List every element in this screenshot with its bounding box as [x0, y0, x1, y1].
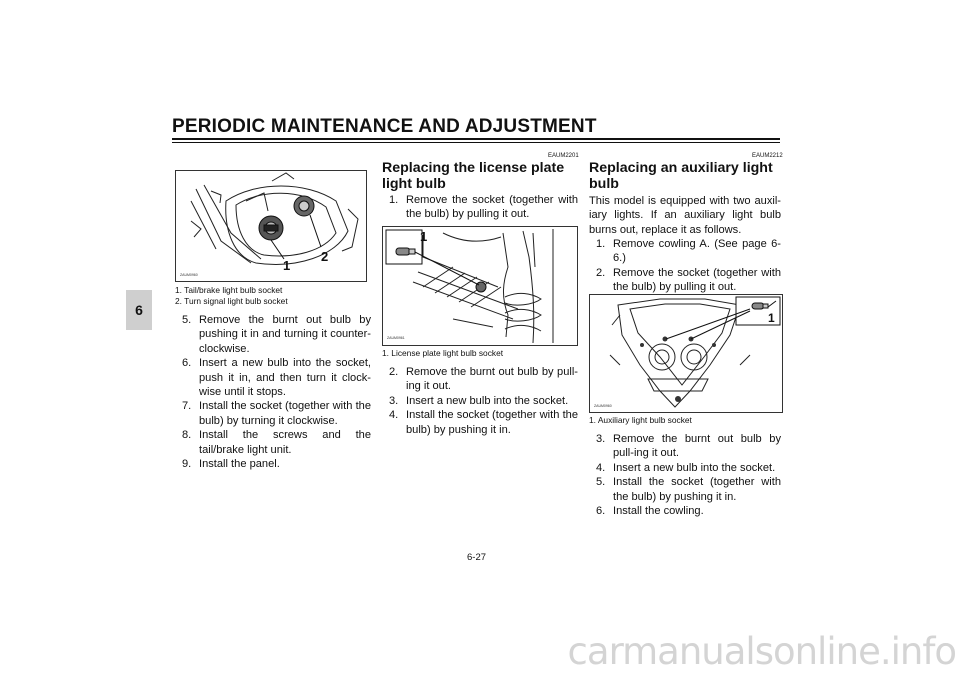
page-number: 6-27 [467, 552, 487, 563]
auxiliary-light-illustration [590, 295, 782, 412]
step-item: 4. Install the socket (together with the bulb) by pushing it in. [389, 409, 578, 436]
step-item: 5. Install the socket (together with the bulb) by pushing it in. [596, 476, 781, 503]
tail-light-figure [175, 170, 367, 282]
auxiliary-light-figure [589, 294, 783, 413]
step-item: 9. Install the panel. [182, 458, 280, 471]
header-rule [172, 138, 780, 143]
steps-list [382, 365, 578, 437]
figure-caption: 1. Auxiliary light bulb socket [589, 415, 692, 425]
steps-list [382, 193, 578, 222]
step-item: 1. Remove the socket (together with the bulb) by pulling it out. [389, 194, 578, 221]
step-item: 6. Install the cowling. [596, 505, 704, 518]
license-light-figure [382, 226, 578, 346]
steps-list [589, 237, 781, 295]
step-item: 7. Install the socket (together with the bulb) by turning it clockwise. [182, 400, 371, 427]
step-item: 1. Remove cowling A. (See page 6-6.) [596, 238, 781, 265]
callout-1: 1 [768, 311, 775, 325]
section-title: Replacing the license plate light bulb [382, 160, 565, 192]
figure-code: ZAUM0961 [387, 336, 405, 340]
callout-1: 1 [283, 258, 291, 273]
step-item: 3. Remove the burnt out bulb by pull-ing it out. [596, 433, 781, 460]
figure-code: ZAUM0960 [180, 273, 198, 277]
tail-light-illustration [176, 171, 366, 281]
figure-caption: 1. License plate light bulb socket [382, 348, 504, 358]
steps-list [589, 432, 781, 518]
figure-caption: 1. Tail/brake light bulb socket [175, 285, 283, 295]
section-code: EAUM2201 [548, 153, 579, 159]
steps-list [175, 313, 371, 471]
step-item: 6. Insert a new bulb into the socket, push it in, and then turn it clock-wise until it stops. [182, 357, 371, 399]
section-title: Replacing an auxiliary light bulb [589, 160, 773, 192]
step-item: 5. Remove the burnt out bulb by pushing it in and turning it counter-clockwise. [182, 314, 371, 355]
callout-2: 2 [321, 249, 329, 264]
section-code: EAUM2212 [752, 153, 783, 159]
step-item: 4. Insert a new bulb into the socket. [596, 461, 776, 474]
step-item: 2. Remove the socket (together with the bulb) by pulling it out. [596, 266, 781, 294]
step-item: 8. Install the screws and the tail/brake light unit. [182, 429, 371, 456]
intro-paragraph: This model is equipped with two auxil-iary lights. If an auxiliary light bulb burns out, replace it as follows. [589, 195, 781, 236]
page-title: PERIODIC MAINTENANCE AND ADJUSTMENT [172, 116, 597, 137]
callout-1: 1 [420, 229, 428, 244]
license-light-illustration [383, 227, 577, 345]
chapter-tab: 6 [126, 290, 152, 330]
figure-code: ZAUM0960 [594, 404, 612, 408]
step-item: 3. Insert a new bulb into the socket. [389, 394, 569, 407]
figure-caption: 2. Turn signal light bulb socket [175, 296, 288, 306]
watermark: carmanualsonline.info [567, 630, 956, 673]
step-item: 2. Remove the burnt out bulb by pull-ing it out. [389, 366, 578, 393]
